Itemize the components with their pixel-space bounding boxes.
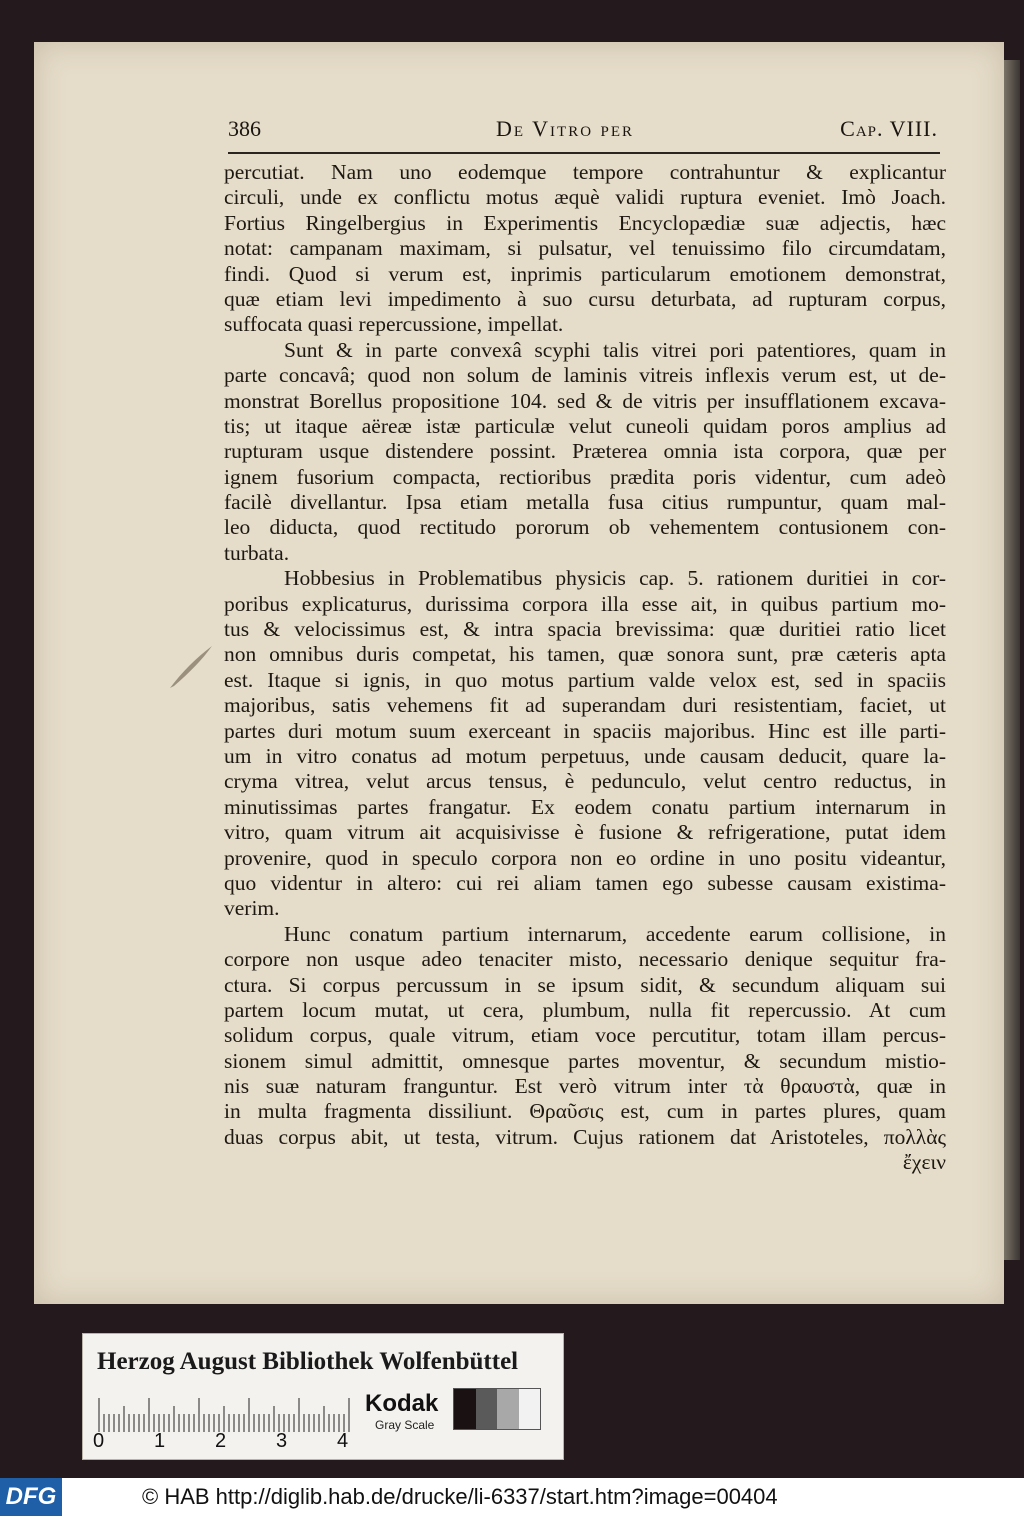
- text-line: cryma vitrea, velut arcus tensus, è pedunculo, velut centro reductus, in: [224, 769, 946, 794]
- page-number: 386: [228, 116, 261, 141]
- text-line: facilè divellantur. Ipsa etiam metalla fusa citius rumpuntur, quam mal-: [224, 490, 946, 515]
- text-line: provenire, quod in speculo corpora non eo ordine in uno positu videantur,: [224, 845, 946, 870]
- text-line: non omnibus duris competat, his tamen, quæ sonora sunt, præ cæteris apta: [224, 642, 946, 667]
- text-line: tis; ut itaque aëreæ istæ particulæ velut cuneoli quidam poros amplius ad: [224, 413, 946, 438]
- ruler-card: [82, 1333, 564, 1460]
- text-line: leo diducta, quod rectitudo pororum ob vehementem contusionem con-: [224, 515, 946, 540]
- text-line: partes duri motum suum exerceant in spaciis majoribus. Hinc est ille parti-: [224, 718, 946, 743]
- text-line: ignem fusorium compacta, rectioribus prædita poris videntur, cum adeò: [224, 464, 946, 489]
- text-line: turbata.: [224, 540, 290, 565]
- dfg-logo: DFG: [0, 1478, 62, 1516]
- text-line: est. Itaque si ignis, in quo motus partium valde velox est, sed in spaciis: [224, 667, 946, 692]
- text-line: verim.: [224, 896, 280, 921]
- text-line: Sunt & in parte convexâ scyphi talis vitrei pori patentiores, quam in: [284, 337, 946, 362]
- text-line: findi. Quod si verum est, inprimis particularum emotionem demonstrat,: [224, 261, 946, 286]
- text-line: poribus explicaturus, durissima corpora illa esse ait, in quibus partium mo-: [224, 591, 946, 616]
- text-line: notat: campanam maximam, si pulsatur, vel tenuissimo filo circumdatam,: [224, 236, 946, 261]
- running-head: [228, 112, 938, 148]
- text-line: rupturam usque distendere possint. Præterea omnia ista corpora, quæ per: [224, 439, 946, 464]
- body-text: [224, 160, 946, 1176]
- page-edge: [1004, 60, 1020, 1260]
- text-line: nis suæ naturam franguntur. Est verò vitrum inter τὰ θραυστὰ, quæ in: [224, 1074, 946, 1099]
- footer-bar: [0, 1478, 1024, 1516]
- text-line: partem locum mutat, ut cera, plumbum, nulla fit repercussio. At cum: [224, 997, 946, 1022]
- feather-icon: [166, 642, 216, 692]
- text-line: ctura. Si corpus percussum in se ipsum sidit, & secundum aliquam sui: [224, 972, 946, 997]
- ruler-number: 4: [337, 1430, 349, 1452]
- gray-swatches: [453, 1388, 541, 1430]
- text-line: quæ etiam levi impedimento à suo cursu deturbata, ad rupturam corpus,: [224, 286, 946, 311]
- text-line: percutiat. Nam uno eodemque tempore contrahuntur & explicantur: [224, 160, 946, 184]
- ruler-number: 2: [215, 1430, 227, 1452]
- library-label: Herzog August Bibliothek Wolfenbüttel: [97, 1348, 519, 1375]
- ruler-numbers: [93, 1430, 363, 1454]
- text-line: Hobbesius in Problematibus physicis cap. 5. rationem duritiei in cor-: [284, 566, 946, 591]
- text-line: circuli, unde ex conflictu motus æquè validi ruptura eveniet. Imò Joach.: [224, 185, 946, 210]
- ruler-number: 1: [154, 1430, 166, 1452]
- text-line: minutissimas partes frangatur. Ex eodem conatu partium internarum in: [224, 794, 946, 819]
- text-line: majoribus, satis vehemens fit ad superandam duri resistentiam, faciet, ut: [224, 693, 946, 718]
- text-line: ἔχειν: [902, 1150, 946, 1175]
- text-line: Hunc conatum partium internarum, accedente earum collisione, in: [284, 921, 946, 946]
- text-line: vitro, quam vitrum ait acquisivisse è fusione & refrigeratione, putat idem: [224, 820, 946, 845]
- ruler-number: 3: [276, 1430, 288, 1452]
- chapter-label: Cap. VIII.: [840, 116, 938, 141]
- text-line: quo videntur in altero: cui rei aliam tamen ego subesse causam existima-: [224, 870, 946, 895]
- text-line: tus & velocissimus est, & intra spacia brevissima: quæ duritiei ratio licet: [224, 617, 946, 642]
- text-line: suffocata quasi repercussione, impellat.: [224, 312, 564, 337]
- text-line: solidum corpus, quale vitrum, etiam voce percutitur, totam illam percus-: [224, 1023, 946, 1048]
- copyright-link[interactable]: © HAB http://diglib.hab.de/drucke/li-6337/start.htm?image=00404: [142, 1484, 778, 1509]
- header-rule: [228, 152, 940, 154]
- running-title: De Vitro per: [496, 116, 635, 141]
- gray-scale-label: Gray Scale: [375, 1418, 435, 1432]
- ruler-number: 0: [93, 1430, 105, 1452]
- text-line: corpore non usque adeo tenaciter misto, necessario denique sequitur fra-: [224, 947, 946, 972]
- text-line: um in vitro conatus ad motum perpetuus, unde causam deducit, quare la-: [224, 743, 946, 768]
- text-line: sionem simul admittit, omnesque partes moventur, & secundum mistio-: [224, 1048, 946, 1073]
- text-line: in multa fragmenta dissiliunt. Θραῦσις est, cum in partes plures, quam: [224, 1099, 946, 1124]
- kodak-logo: Kodak: [365, 1390, 439, 1417]
- text-line: duas corpus abit, ut testa, vitrum. Cujus rationem dat Aristoteles, πολλὰς: [224, 1124, 946, 1149]
- text-line: Fortius Ringelbergius in Experimentis Encyclopædiæ suæ adjectis, hæc: [224, 210, 946, 235]
- ruler-ticks: [97, 1396, 357, 1432]
- text-line: monstrat Borellus propositione 104. sed & de vitris per insufflationem excava-: [224, 388, 946, 413]
- text-line: parte concavâ; quod non solum de laminis vitreis inflexis verum est, ut de-: [224, 363, 946, 388]
